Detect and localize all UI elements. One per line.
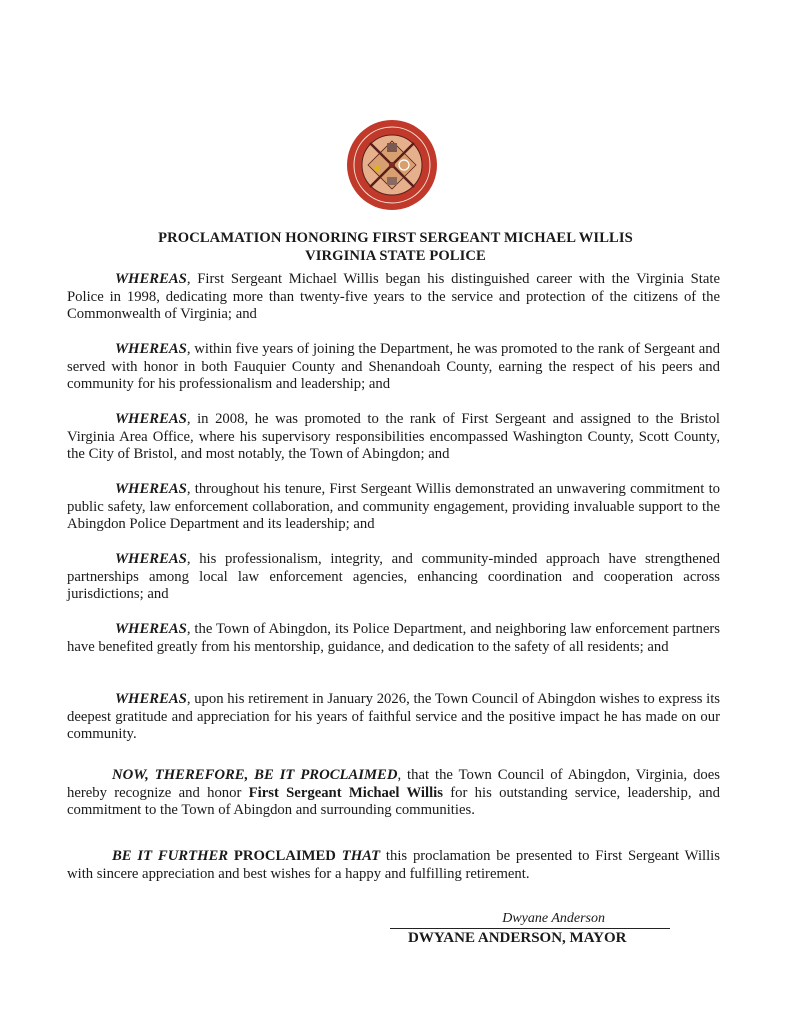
proclaimed-paragraph bbox=[67, 767, 720, 820]
whereas-lead: WHEREAS bbox=[115, 271, 187, 287]
whereas-paragraph-1 bbox=[67, 271, 720, 324]
whereas-paragraph-3 bbox=[67, 411, 720, 464]
whereas-lead: WHEREAS bbox=[115, 341, 187, 357]
paragraph-text: this proclamation be presented to First Sergeant Willis with sincere appreciation and best wishes for a happy and fulfilling retirement. bbox=[67, 848, 720, 882]
paragraph-text: , that the Town Council of Abingdon, Virginia, does hereby recognize and honor bbox=[67, 767, 720, 801]
mayor-signature: Dwyane Anderson bbox=[502, 911, 605, 926]
whereas-paragraph-5 bbox=[67, 551, 720, 604]
town-seal-logo bbox=[346, 119, 438, 211]
paragraph-text: for his outstanding service, leadership, and commitment to the Town of Abingdon and surrounding communities. bbox=[67, 784, 720, 819]
whereas-paragraph-7 bbox=[67, 691, 720, 744]
whereas-paragraph-2 bbox=[67, 341, 720, 394]
proclaimed-lead: NOW, THEREFORE, BE IT PROCLAIMED bbox=[112, 767, 398, 783]
whereas-lead: WHEREAS bbox=[115, 691, 187, 707]
paragraph-text: , the Town of Abingdon, its Police Department, and neighboring law enforcement partners have benefited greatly from his mentorship, guidance, and dedication to the safety of all residents; and bbox=[67, 621, 720, 655]
whereas-paragraph-4 bbox=[67, 481, 720, 534]
mayor-title: DWYANE ANDERSON, MAYOR bbox=[408, 930, 627, 946]
signature-line bbox=[390, 928, 670, 929]
paragraph-text: , within five years of joining the Department, he was promoted to the rank of Sergeant and served with honor in both Fauquier County and Shenandoah County, earning the respect of his peers and community for his professionalism and leadership; and bbox=[67, 341, 720, 393]
paragraph-text: , his professionalism, integrity, and community-minded approach have strengthened partnerships among local law enforcement agencies, enhancing coordination and cooperation across jurisdictions; and bbox=[67, 551, 720, 603]
further-lead: BE IT FURTHER bbox=[112, 848, 229, 864]
further-proclaimed-paragraph bbox=[67, 848, 720, 883]
paragraph-text: , in 2008, he was promoted to the rank of First Sergeant and assigned to the Bristol Virginia Area Office, where his supervisory responsibilities encompassed Washington County, Scott County, the City of Bristol, and most notably, the Town of Abingdon; and bbox=[67, 411, 720, 463]
proclamation-subtitle: VIRGINIA STATE POLICE bbox=[305, 248, 486, 264]
whereas-lead: WHEREAS bbox=[115, 621, 187, 637]
that-word: THAT bbox=[341, 848, 381, 864]
paragraph-text: , upon his retirement in January 2026, the Town Council of Abingdon wishes to express its deepest gratitude and appreciation for his years of faithful service and the positive impact he has made on our community. bbox=[67, 691, 720, 743]
whereas-lead: WHEREAS bbox=[115, 551, 187, 567]
proclamation-title: PROCLAMATION HONORING FIRST SERGEANT MICHAEL WILLIS bbox=[158, 230, 633, 246]
whereas-lead: WHEREAS bbox=[115, 411, 187, 427]
paragraph-text: , throughout his tenure, First Sergeant Willis demonstrated an unwavering commitment to public safety, law enforcement collaboration, and community engagement, providing invaluable support to the Abingdon Police Department and its leadership; and bbox=[67, 481, 720, 533]
whereas-lead: WHEREAS bbox=[115, 481, 187, 497]
honoree-name: First Sergeant Michael Willis bbox=[248, 784, 443, 801]
paragraph-text: , First Sergeant Michael Willis began his distinguished career with the Virginia State Police in 1998, dedicating more than twenty-five years to the service and protection of the citizens of the Commonwealth of Virginia; and bbox=[67, 271, 720, 323]
proclaimed-word: PROCLAIMED bbox=[228, 848, 342, 864]
whereas-paragraph-6 bbox=[67, 621, 720, 656]
